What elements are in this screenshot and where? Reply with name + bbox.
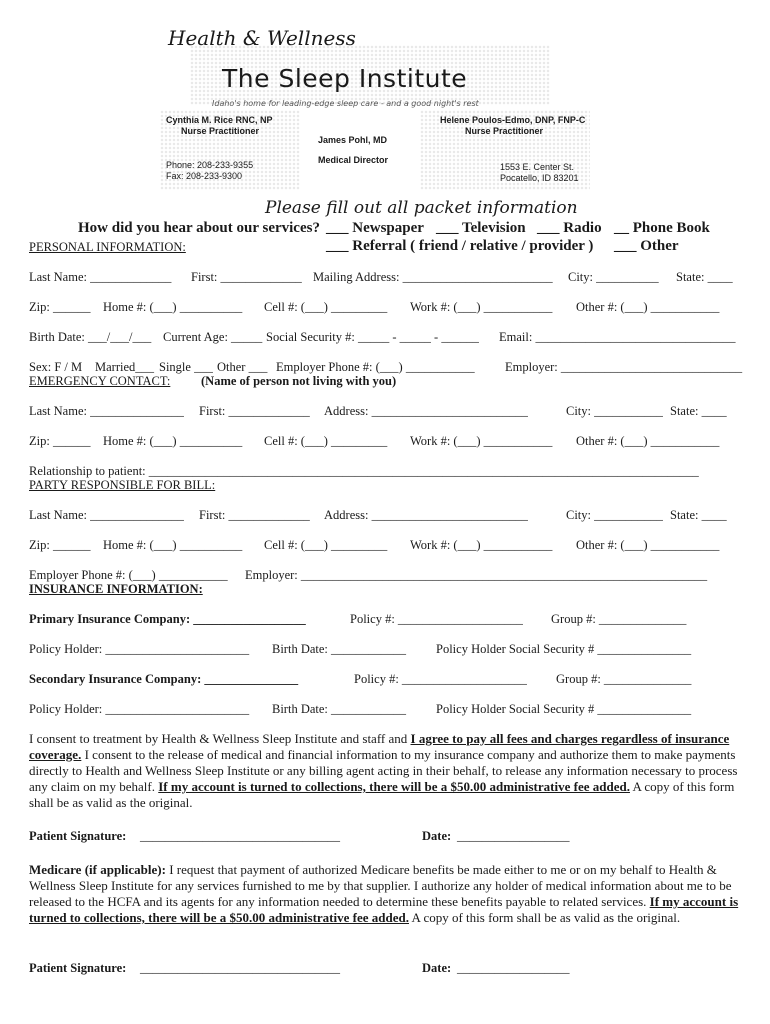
patient-cell-phone-field[interactable]: Cell #: (___) _________ <box>264 300 388 314</box>
center-provider-name: James Pohl, MD <box>318 135 388 145</box>
address-line2: Pocatello, ID 83201 <box>500 173 579 183</box>
responsible-heading: PARTY RESPONSIBLE FOR BILL: <box>29 478 216 492</box>
center-provider-title: Medical Director <box>318 155 389 165</box>
emergency-address-field[interactable]: Address: _________________________ <box>324 404 528 418</box>
patient-home-phone-field[interactable]: Home #: (___) __________ <box>103 300 243 314</box>
emergency-home-phone-field[interactable]: Home #: (___) __________ <box>103 434 243 448</box>
patient-sex-field[interactable]: Sex: F / M <box>29 360 83 374</box>
responsible-last-name-field[interactable]: Last Name: _______________ <box>29 508 184 522</box>
responsible-other-phone-field[interactable]: Other #: (___) ___________ <box>576 538 720 552</box>
emergency-work-phone-field[interactable]: Work #: (___) ___________ <box>410 434 553 448</box>
emergency-state-field[interactable]: State: ____ <box>670 404 727 418</box>
phone: Phone: 208-233-9355 <box>166 160 254 170</box>
contact-info <box>166 160 253 182</box>
emergency-cell-phone-field[interactable]: Cell #: (___) _________ <box>264 434 388 448</box>
patient-age-field[interactable]: Current Age: _____ <box>163 330 263 344</box>
tagline: Idaho's home for leading-edge sleep care - and a good night's rest <box>212 99 479 108</box>
medicare-tail: A copy of this form shall be as valid as the original. <box>408 910 681 925</box>
fax: Fax: 208-233-9300 <box>166 171 243 181</box>
primary-holder-birth-field[interactable]: Birth Date: ____________ <box>272 642 407 656</box>
patient-first-name-field[interactable]: First: _____________ <box>191 270 302 284</box>
secondary-policy-field[interactable]: Policy #: ____________________ <box>354 672 527 686</box>
responsible-zip-field[interactable]: Zip: ______ <box>29 538 91 552</box>
other-status-option[interactable]: Other ___ <box>217 360 268 374</box>
left-provider-title: Nurse Practitioner <box>181 126 260 136</box>
consent-collections-clause: If my account is turned to collections, there will be a $50.00 administrative fee added. <box>158 779 630 794</box>
secondary-holder-field[interactable]: Policy Holder: _______________________ <box>29 702 250 716</box>
consent-fees-clause: I agree to pay all fees and charges regardless of insurance coverage. <box>29 731 730 762</box>
patient-employer-phone-field[interactable]: Employer Phone #: (___) ___________ <box>276 360 475 374</box>
center-provider <box>318 135 387 146</box>
option-other[interactable]: ___ Other <box>614 238 679 254</box>
responsible-employer-field[interactable]: Employer: _________________________________________________________________ <box>245 568 708 582</box>
consent-text-3: A copy of this form shall be as valid as the original. <box>29 779 735 810</box>
option-phone-book[interactable]: __ Phone Book <box>614 220 710 236</box>
emergency-city-field[interactable]: City: ___________ <box>566 404 663 418</box>
address-line1: 1553 E. Center St. <box>500 162 575 172</box>
patient-other-phone-field[interactable]: Other #: (___) ___________ <box>576 300 720 314</box>
patient-signature-label: Patient Signature: <box>29 829 127 843</box>
left-provider-name: Cynthia M. Rice RNC, NP <box>166 115 273 125</box>
single-option[interactable]: Single ___ <box>159 360 213 374</box>
center-provider-title-wrap <box>318 155 388 166</box>
emergency-other-phone-field[interactable]: Other #: (___) ___________ <box>576 434 720 448</box>
primary-policy-field[interactable]: Policy #: ____________________ <box>350 612 523 626</box>
patient-state-field[interactable]: State: ____ <box>676 270 733 284</box>
patient-birth-date-field[interactable]: Birth Date: ___/___/___ <box>29 330 152 344</box>
secondary-holder-ssn-field[interactable]: Policy Holder Social Security # _______________ <box>436 702 692 716</box>
right-provider-name: Helene Poulos-Edmo, DNP, FNP-C <box>440 115 586 125</box>
option-television[interactable]: ___ Television <box>436 220 526 236</box>
patient-email-field[interactable]: Email: ________________________________ <box>499 330 736 344</box>
patient-employer-field[interactable]: Employer: _____________________________ <box>505 360 743 374</box>
married-option[interactable]: Married___ <box>95 360 155 374</box>
responsible-address-field[interactable]: Address: _________________________ <box>324 508 528 522</box>
patient-zip-field[interactable]: Zip: ______ <box>29 300 91 314</box>
medicare-date-line[interactable]: __________________ <box>457 961 570 975</box>
primary-holder-ssn-field[interactable]: Policy Holder Social Security # _______________ <box>436 642 692 656</box>
responsible-state-field[interactable]: State: ____ <box>670 508 727 522</box>
emergency-heading: EMERGENCY CONTACT: <box>29 374 171 388</box>
brand-script: Health & Wellness <box>168 26 356 50</box>
primary-insurance-field[interactable]: Primary Insurance Company: __________________ <box>29 612 306 626</box>
left-provider <box>166 115 273 137</box>
secondary-holder-birth-field[interactable]: Birth Date: ____________ <box>272 702 407 716</box>
consent-text-1: I consent to treatment by Health & Wellness Sleep Institute and staff and <box>29 731 411 746</box>
emergency-zip-field[interactable]: Zip: ______ <box>29 434 91 448</box>
medicare-text: I request that payment of authorized Medicare benefits be made either to me or on my behalf to Health & Wellness Sleep Institute for any services furnished to me by that supplier. I authorize any holder of medical information about me to be released to the HCFA and its agents for any information needed to determine these benefits payable to related services. <box>29 862 732 909</box>
patient-mailing-address-field[interactable]: Mailing Address: ________________________ <box>313 270 553 284</box>
secondary-group-field[interactable]: Group #: ______________ <box>556 672 692 686</box>
responsible-work-phone-field[interactable]: Work #: (___) ___________ <box>410 538 553 552</box>
institute-name: The Sleep Institute <box>222 64 468 93</box>
consent-text-2: I consent to the release of medical and financial information to my insurance company and authorize them to make payments directly to Health and Wellness Sleep Institute or any billing agent acting in their behalf, to release any information necessary to process any claim on my behalf. <box>29 747 738 794</box>
emergency-first-name-field[interactable]: First: _____________ <box>199 404 310 418</box>
medicare-paragraph <box>29 862 749 926</box>
secondary-insurance-field[interactable]: Secondary Insurance Company: _______________ <box>29 672 299 686</box>
option-referral[interactable]: ___ Referral ( friend / relative / provider ) <box>326 238 594 254</box>
patient-last-name-field[interactable]: Last Name: _____________ <box>29 270 172 284</box>
patient-ssn-field[interactable]: Social Security #: _____ - _____ - ______ <box>266 330 479 344</box>
insurance-heading: INSURANCE INFORMATION: <box>29 582 203 596</box>
form-instruction: Please fill out all packet information <box>265 198 578 218</box>
emergency-note: (Name of person not living with you) <box>201 374 397 388</box>
primary-holder-field[interactable]: Policy Holder: _______________________ <box>29 642 250 656</box>
responsible-home-phone-field[interactable]: Home #: (___) __________ <box>103 538 243 552</box>
referral-question: How did you hear about our services? <box>78 220 320 236</box>
relationship-field[interactable]: Relationship to patient: ________________________________________________________________________________________ <box>29 464 699 478</box>
clinic-address <box>500 162 579 184</box>
option-newspaper[interactable]: ___ Newspaper <box>326 220 424 236</box>
responsible-city-field[interactable]: City: ___________ <box>566 508 663 522</box>
medicare-signature-label: Patient Signature: <box>29 961 127 975</box>
consent-paragraph <box>29 731 749 811</box>
responsible-first-name-field[interactable]: First: _____________ <box>199 508 310 522</box>
right-provider <box>440 115 585 137</box>
medicare-label: Medicare (if applicable): <box>29 862 166 877</box>
responsible-employer-phone-field[interactable]: Employer Phone #: (___) ___________ <box>29 568 228 582</box>
medicare-collections-clause: If my account is turned to collections, there will be a $50.00 administrative fee added. <box>29 894 739 925</box>
responsible-cell-phone-field[interactable]: Cell #: (___) _________ <box>264 538 388 552</box>
patient-signature-line[interactable]: ________________________________ <box>140 829 340 843</box>
medicare-signature-line[interactable]: ________________________________ <box>140 961 340 975</box>
signature-date-label: Date: <box>422 829 452 843</box>
emergency-last-name-field[interactable]: Last Name: _______________ <box>29 404 184 418</box>
signature-date-line[interactable]: __________________ <box>457 829 570 843</box>
personal-heading: PERSONAL INFORMATION: <box>29 240 186 254</box>
patient-city-field[interactable]: City: __________ <box>568 270 659 284</box>
patient-work-phone-field[interactable]: Work #: (___) ___________ <box>410 300 553 314</box>
option-radio[interactable]: ___ Radio <box>537 220 602 236</box>
primary-group-field[interactable]: Group #: ______________ <box>551 612 687 626</box>
medicare-date-label: Date: <box>422 961 452 975</box>
right-provider-title: Nurse Practitioner <box>465 126 544 136</box>
